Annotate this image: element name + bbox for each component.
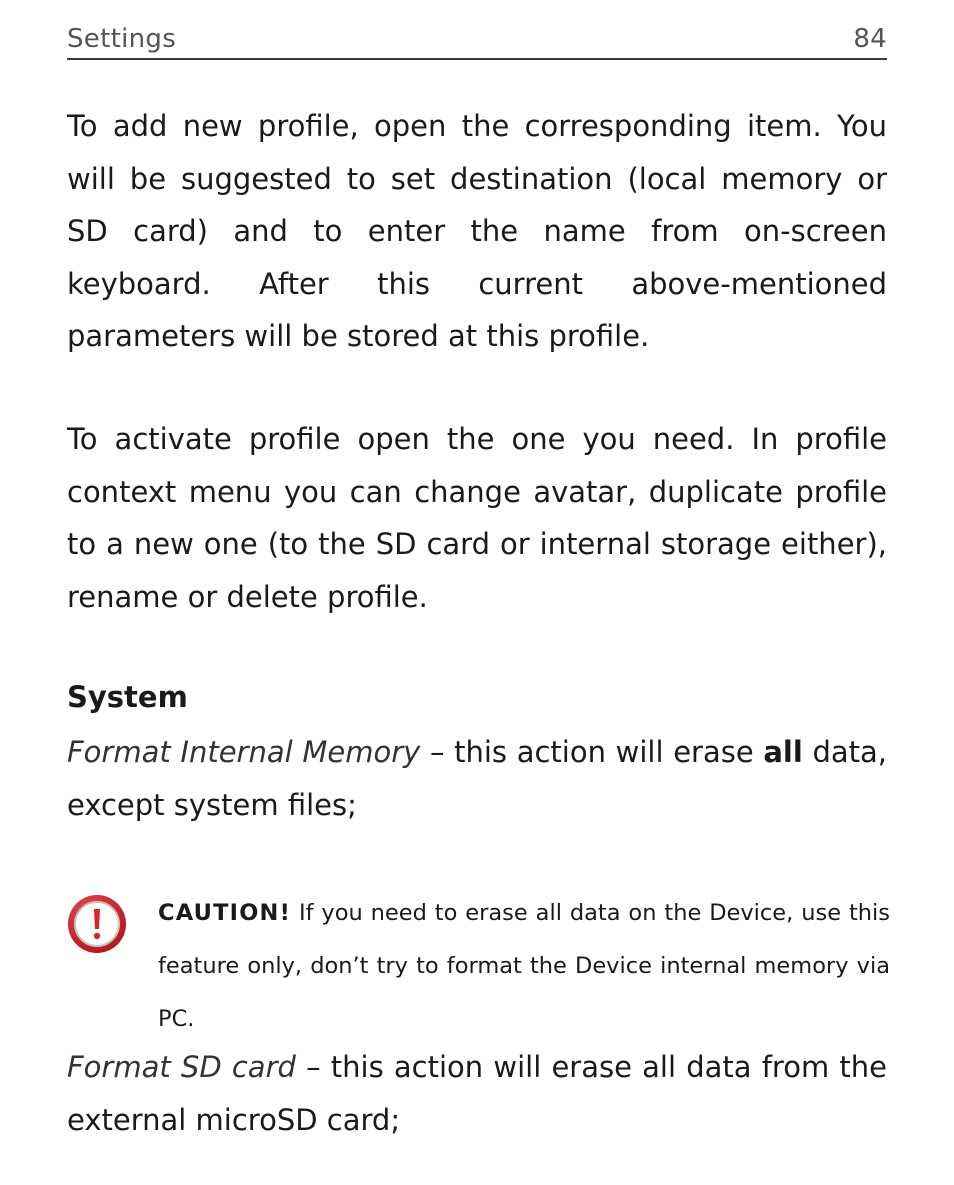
format-sd-text: – this action will erase all data from the external microSD card; xyxy=(67,1050,887,1137)
format-sd-term: Format SD card xyxy=(67,1050,296,1084)
page-number: 84 xyxy=(853,24,887,54)
exclamation-warning-icon xyxy=(66,893,128,955)
format-internal-text-a: – this action will erase xyxy=(420,735,764,769)
system-heading: System xyxy=(67,680,188,714)
format-internal-text-b: data, except system files; xyxy=(67,735,888,822)
format-internal-term: Format Internal Memory xyxy=(67,735,421,769)
format-sd-paragraph xyxy=(67,1041,887,1146)
caution-label: CAUTION! xyxy=(158,900,292,926)
caution-text: If you need to erase all data on the Device, use this feature only, don’t try to format the Device internal memory via PC. xyxy=(158,900,890,1032)
format-internal-bold: all xyxy=(763,735,803,769)
page-header xyxy=(67,22,887,60)
format-internal-paragraph xyxy=(67,726,887,831)
caution-note xyxy=(158,887,890,1046)
section-title: Settings xyxy=(67,24,177,54)
profile-activate-paragraph: To activate profile open the one you need. In profile context menu you can change avatar, duplicate profile to a new one (to the SD card or internal storage either), rename or delete profile. xyxy=(67,422,887,614)
profile-add-paragraph: To add new profile, open the corresponding item. You will be suggested to set destination (local memory or SD card) and to enter the name from on-screen keyboard. After this current above-mentioned parameters will be stored at this profile. xyxy=(67,109,887,353)
